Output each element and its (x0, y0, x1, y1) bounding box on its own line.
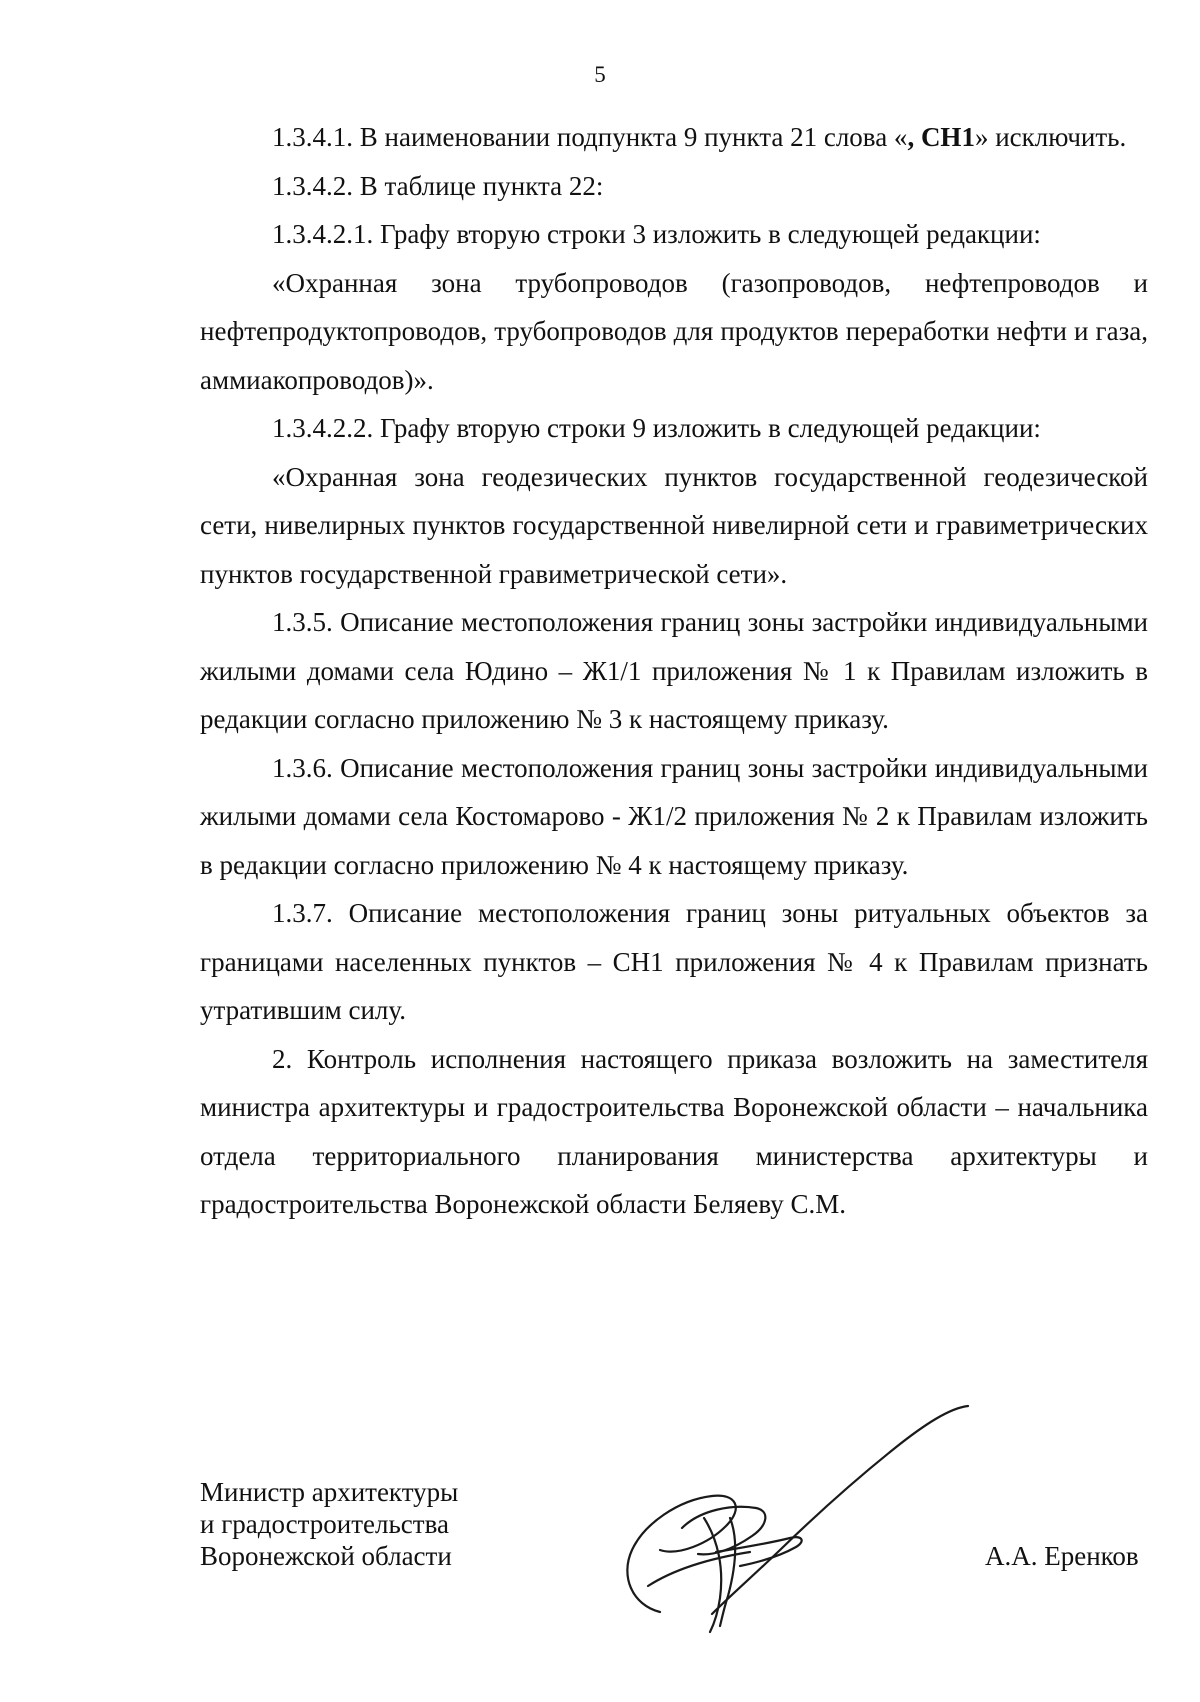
paragraph-1-3-4-1 (200, 113, 1148, 162)
paragraph-1-3-4-2-1: 1.3.4.2.1. Графу вторую строки 3 изложить в следующей редакции: (272, 219, 1041, 249)
signature-stroke (712, 1406, 968, 1614)
paragraph-text: 1.3.4.1. В наименовании подпункта 9 пункта 21 слова « (272, 122, 908, 152)
bold-insert-text: , СН1 (907, 122, 975, 152)
document-body (200, 113, 1148, 1229)
paragraph-1-3-6: 1.3.6. Описание местоположения границ зоны застройки индивидуальными жилыми домами села Костомарово - Ж1/2 приложения № 2 к Правилам изложить в редакции согласно приложению № 4 к настоящему приказу. (200, 752, 1148, 880)
paragraph-quote-pipelines: «Охранная зона трубопроводов (газопроводов, нефтепроводов и нефтепродуктопроводов, трубопроводов для продуктов переработки нефти и газа, аммиакопроводов)». (200, 267, 1148, 395)
paragraph-1-3-7: 1.3.7. Описание местоположения границ зоны ритуальных объектов за границами населенных пунктов – СН1 приложения № 4 к Правилам признать утратившим силу. (200, 898, 1148, 1025)
signer-name: А.А. Еренков (985, 1541, 1139, 1571)
paragraph-1-3-4-2-2: 1.3.4.2.2. Графу вторую строки 9 изложить в следующей редакции: (272, 413, 1041, 443)
position-line: и градостроительства (200, 1509, 449, 1539)
paragraph-2-control: 2. Контроль исполнения настоящего приказа возложить на заместителя министра архитектуры и градостроительства Воронежской области – начальника отдела территориального планирования министерства архитектуры и градостроительства Воронежской области Беляеву С.М. (200, 1043, 1148, 1219)
handwritten-signature (620, 1400, 980, 1640)
paragraph-1-3-4-2: 1.3.4.2. В таблице пункта 22: (272, 170, 604, 201)
page-number: 5 (594, 62, 606, 87)
signatory-position (200, 1476, 458, 1572)
position-line: Воронежской области (200, 1541, 452, 1571)
paragraph-1-3-5: 1.3.5. Описание местоположения границ зоны застройки индивидуальными жилыми домами села Юдино – Ж1/1 приложения № 1 к Правилам изложить в редакции согласно приложению № 3 к настоящему приказу. (200, 607, 1148, 734)
signature-stroke (720, 1518, 735, 1626)
position-line: Министр архитектуры (200, 1477, 459, 1507)
paragraph-text: » исключить. (974, 122, 1127, 152)
paragraph-quote-geodetic: «Охранная зона геодезических пунктов государственной геодезической сети, нивелирных пунктов государственной нивелирной сети и гравиметрических пунктов государственной гравиметрической сети». (200, 461, 1148, 589)
